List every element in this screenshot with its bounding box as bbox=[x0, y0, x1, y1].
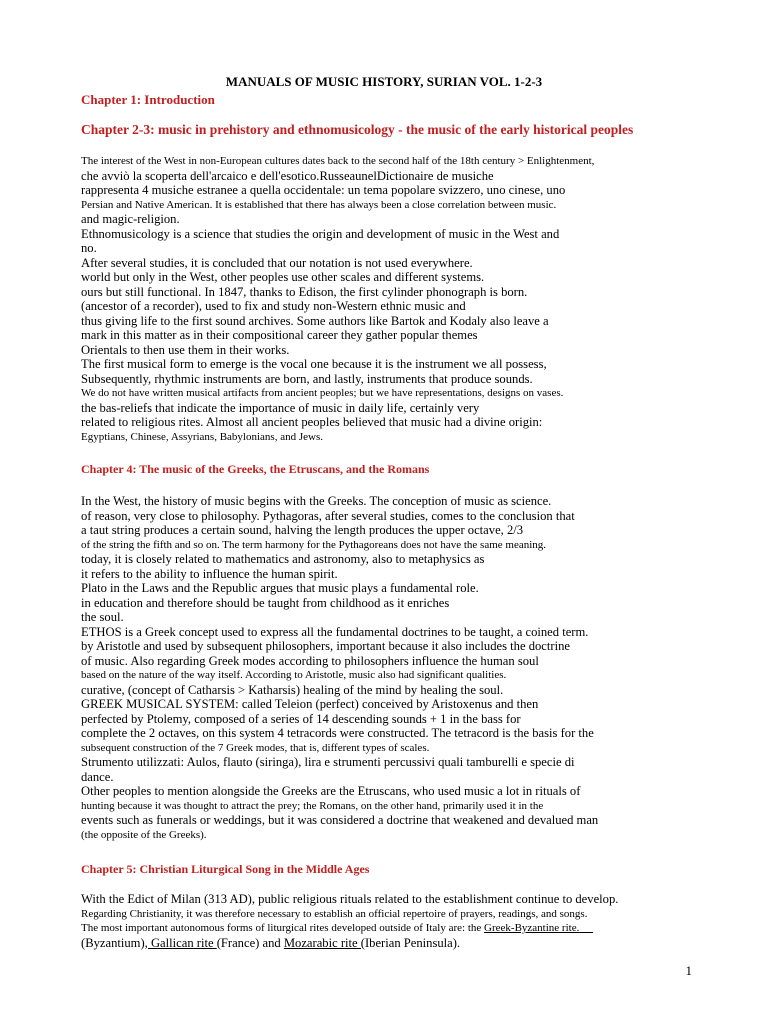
chapter-1-heading: Chapter 1: Introduction bbox=[81, 92, 215, 107]
text-line: Subsequently, rhythmic instruments are born, and lastly, instruments that produce sounds. bbox=[81, 371, 533, 386]
chapter-2-3-heading: Chapter 2-3: music in prehistory and ethnomusicology - the music of the early historical peoples bbox=[81, 122, 634, 137]
text-line: and magic-religion. bbox=[81, 212, 180, 226]
text-line: Orientals to then use them in their works. bbox=[81, 342, 290, 357]
text-line: today, it is closely related to mathematics and astronomy, also to metaphysics as bbox=[81, 552, 485, 566]
text-line: perfected by Ptolemy, composed of a series of 14 descending sounds + 1 in the bass for bbox=[81, 711, 521, 726]
text-line: (the opposite of the Greeks). bbox=[81, 828, 207, 841]
text-line: by Aristotle and used by subsequent philosophers, important because it also includes the doctrine bbox=[81, 639, 570, 653]
document-title: MANUALS OF MUSIC HISTORY, SURIAN VOL. 1-2-3 bbox=[225, 74, 543, 89]
text-line: events such as funerals or weddings, but it was considered a doctrine that weakened and devalued man bbox=[81, 813, 599, 827]
chapter-5-heading: Chapter 5: Christian Liturgical Song in the Middle Ages bbox=[81, 862, 370, 876]
text-fragment: (Byzantium bbox=[81, 935, 141, 950]
text-line: The interest of the West in non-European cultures dates back to the second half of the 18th century > Enlightenment, bbox=[81, 155, 595, 167]
text-line: With the Edict of Milan (313 AD), public religious rituals related to the establishment continue to develop. bbox=[81, 892, 619, 906]
text-line: Ethnomusicology is a science that studies the origin and development of music in the West and bbox=[81, 226, 560, 241]
text-line: of reason, very close to philosophy. Pythagoras, after several studies, comes to the conclusion that bbox=[81, 508, 575, 523]
text-line: a taut string produces a certain sound, halving the length produces the upper octave, 2/3 bbox=[81, 523, 524, 537]
chapter-4-body bbox=[81, 494, 701, 842]
text-line: it refers to the ability to influence the human spirit. bbox=[81, 566, 338, 581]
text-line: of the string the fifth and so on. The term harmony for the Pythagoreans does not have the same meaning. bbox=[81, 538, 547, 551]
chapter-2-3-body bbox=[81, 154, 701, 444]
text-line: hunting because it was thought to attract the prey; the Romans, on the other hand, primarily used it in the bbox=[81, 799, 544, 812]
text-line: che avviò la scoperta dell'arcaico e dell'esotico.RusseaunelDictionaire de musiche bbox=[81, 168, 494, 183]
text-line: (ancestor of a recorder), used to fix and study non-Western ethnic music and bbox=[81, 299, 466, 313]
text-line: dance. bbox=[81, 769, 114, 784]
text-line: The first musical form to emerge is the vocal one because it is the instrument we all possess, bbox=[81, 357, 547, 371]
text-line: in education and therefore should be taught from childhood as it enriches bbox=[81, 595, 450, 610]
text-line: complete the 2 octaves, on this system 4 tetracords were constructed. The tetracord is the basis for the bbox=[81, 726, 594, 740]
text-line: GREEK MUSICAL SYSTEM: called Teleion (perfect) conceived by Aristoxenus and then bbox=[81, 697, 539, 711]
text-line: the bas-reliefs that indicate the importance of music in daily life, certainly very bbox=[81, 400, 480, 415]
text-line: the soul. bbox=[81, 610, 124, 624]
greek-byzantine-rite: Greek-Byzantine rite. bbox=[484, 922, 580, 934]
text-line: After several studies, it is concluded that our notation is not used everywhere. bbox=[81, 255, 473, 270]
text-line: Other peoples to mention alongside the Greeks are the Etruscans, who used music a lot in rituals of bbox=[81, 784, 581, 798]
gallican-rite: ), Gallican rite bbox=[140, 935, 217, 950]
text-line: Persian and Native American. It is established that there has always been a close correlation between music. bbox=[81, 198, 557, 211]
text-line: ours but still functional. In 1847, thanks to Edison, the first cylinder phonograph is born. bbox=[81, 284, 528, 299]
page-number: 1 bbox=[685, 963, 692, 978]
text-line: of music. Also regarding Greek modes according to philosophers influence the human soul bbox=[81, 653, 539, 668]
text-line: no. bbox=[81, 241, 97, 255]
text-line: In the West, the history of music begins with the Greeks. The conception of music as science. bbox=[81, 494, 552, 508]
text-line: curative, (concept of Catharsis > Katharsis) healing of the mind by healing the soul. bbox=[81, 682, 504, 697]
text-line bbox=[81, 921, 701, 936]
text-line: world but only in the West, other peoples use other scales and different systems. bbox=[81, 270, 485, 284]
text-line: Egyptians, Chinese, Assyrians, Babylonians, and Jews. bbox=[81, 430, 323, 443]
text-line: subsequent construction of the 7 Greek modes, that is, different types of scales. bbox=[81, 741, 430, 754]
underline-trail bbox=[579, 922, 593, 934]
text-fragment: (France) and bbox=[216, 935, 284, 950]
text-line: Regarding Christianity, it was therefore necessary to establish an official repertoire of prayers, readings, and songs. bbox=[81, 907, 588, 920]
mozarabic-rite: Mozarabic rite ( bbox=[283, 935, 365, 950]
chapter-5-body bbox=[81, 892, 701, 950]
text-fragment: The most important autonomous forms of liturgical rites developed outside of Italy are: the bbox=[81, 922, 485, 934]
text-line: Plato in the Laws and the Republic argues that music plays a fundamental role. bbox=[81, 581, 479, 595]
text-line: based on the nature of the way itself. According to Aristotle, music also had significant qualities. bbox=[81, 669, 507, 681]
text-line: related to religious rites. Almost all ancient peoples believed that music had a divine origin: bbox=[81, 415, 543, 429]
text-line: thus giving life to the first sound archives. Some authors like Bartok and Kodaly also leave a bbox=[81, 313, 549, 328]
text-line: rappresenta 4 musiche estranee a quella occidentale: un tema popolare svizzero, uno cinese, uno bbox=[81, 183, 566, 197]
text-line: We do not have written musical artifacts from ancient peoples; but we have representations, designs on vases. bbox=[81, 387, 564, 399]
text-line: ETHOS is a Greek concept used to express all the fundamental doctrines to be taught, a coined term. bbox=[81, 624, 589, 639]
text-line: mark in this matter as in their compositional career they gather popular themes bbox=[81, 328, 478, 342]
text-line: Strumento utilizzati: Aulos, flauto (siringa), lira e strumenti percussivi quali tamburelli e specie di bbox=[81, 755, 575, 769]
chapter-4-heading: Chapter 4: The music of the Greeks, the Etruscans, and the Romans bbox=[81, 462, 430, 476]
text-line bbox=[81, 936, 701, 951]
text-fragment: Iberian Peninsula). bbox=[364, 935, 461, 950]
